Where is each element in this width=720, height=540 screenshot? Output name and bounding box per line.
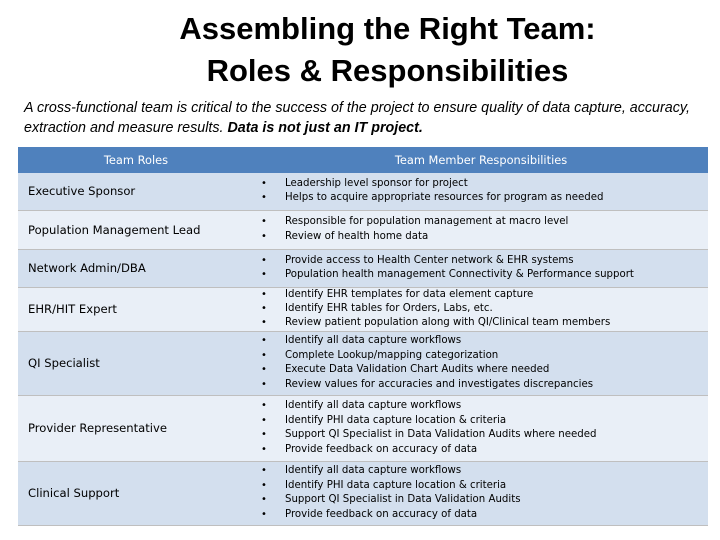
team-role-cell: Executive Sponsor xyxy=(28,184,136,199)
team-role-cell: Clinical Support xyxy=(28,486,120,501)
responsibilities-cell xyxy=(254,287,708,331)
responsibilities-cell xyxy=(254,173,708,210)
table-row xyxy=(18,331,708,395)
slide-title xyxy=(0,8,720,92)
slide-title-line-2: Roles & Responsibilities xyxy=(206,53,569,88)
responsibilities-cell xyxy=(254,249,708,287)
responsibilities-cell xyxy=(254,210,708,249)
responsibility-list xyxy=(254,288,708,331)
table-header-row xyxy=(18,147,708,173)
responsibility-item: • Provide feedback on accuracy of data xyxy=(254,443,708,457)
subtitle-emphasis-text: Data is not just an IT project. xyxy=(227,120,423,136)
responsibility-item: • Identify all data capture workflows xyxy=(254,334,708,348)
table-row xyxy=(18,395,708,461)
team-role-cell: Population Management Lead xyxy=(28,222,201,237)
header-team-member-responsibilities: Team Member Responsibilities xyxy=(254,147,708,173)
responsibility-item: • Support QI Specialist in Data Validation Audits where needed xyxy=(254,428,708,442)
responsibilities-cell xyxy=(254,461,708,525)
responsibility-item: • Support QI Specialist in Data Validation Audits xyxy=(254,493,708,507)
responsibility-item: • Identify EHR templates for data element capture xyxy=(254,288,708,302)
team-role-cell: EHR/HIT Expert xyxy=(28,302,117,317)
responsibility-list xyxy=(254,334,708,392)
responsibility-item: • Review values for accuracies and investigates discrepancies xyxy=(254,378,708,392)
responsibility-item: • Provide feedback on accuracy of data xyxy=(254,508,708,522)
responsibilities-cell xyxy=(254,331,708,395)
responsibility-item: • Identify all data capture workflows xyxy=(254,464,708,478)
roles-table-body xyxy=(18,173,708,525)
responsibility-item: • Complete Lookup/mapping categorization xyxy=(254,349,708,363)
responsibility-item: • Identify all data capture workflows xyxy=(254,399,708,413)
table-row xyxy=(18,173,708,210)
responsibility-list xyxy=(254,464,708,522)
responsibility-list xyxy=(254,399,708,457)
responsibility-item: • Leadership level sponsor for project xyxy=(254,177,708,191)
table-row xyxy=(18,287,708,331)
responsibility-item: • Execute Data Validation Chart Audits where needed xyxy=(254,363,708,377)
responsibilities-cell xyxy=(254,395,708,461)
team-role-cell: Network Admin/DBA xyxy=(28,261,146,275)
responsibility-item: • Provide access to Health Center network & EHR systems xyxy=(254,254,708,268)
team-role-cell: Provider Representative xyxy=(28,421,168,436)
responsibility-list xyxy=(254,177,708,206)
table-row xyxy=(18,210,708,249)
responsibility-item: • Identify EHR tables for Orders, Labs, etc. xyxy=(254,302,708,316)
table-row xyxy=(18,249,708,287)
responsibility-list xyxy=(254,215,708,244)
responsibility-list xyxy=(254,254,708,283)
table-row xyxy=(18,461,708,525)
responsibility-item: • Population health management Connectivity & Performance support xyxy=(254,268,708,282)
responsibility-item: • Identify PHI data capture location & criteria xyxy=(254,414,708,428)
slide-title-line-1: Assembling the Right Team: xyxy=(179,11,596,46)
roles-table xyxy=(18,147,708,526)
subtitle-lead-text: A cross-functional team is critical to the success of the project to ensure quality of data capture, accuracy, extraction and measure results. xyxy=(24,100,690,136)
responsibility-item: • Helps to acquire appropriate resources for program as needed xyxy=(254,191,708,205)
responsibility-item: • Identify PHI data capture location & criteria xyxy=(254,479,708,493)
header-team-roles: Team Roles xyxy=(18,147,254,173)
responsibility-item: • Review patient population along with QI/Clinical team members xyxy=(254,316,708,330)
responsibility-item: • Review of health home data xyxy=(254,230,708,244)
slide-subtitle xyxy=(24,98,714,138)
team-role-cell: QI Specialist xyxy=(28,356,100,371)
responsibility-item: • Responsible for population management at macro level xyxy=(254,215,708,229)
